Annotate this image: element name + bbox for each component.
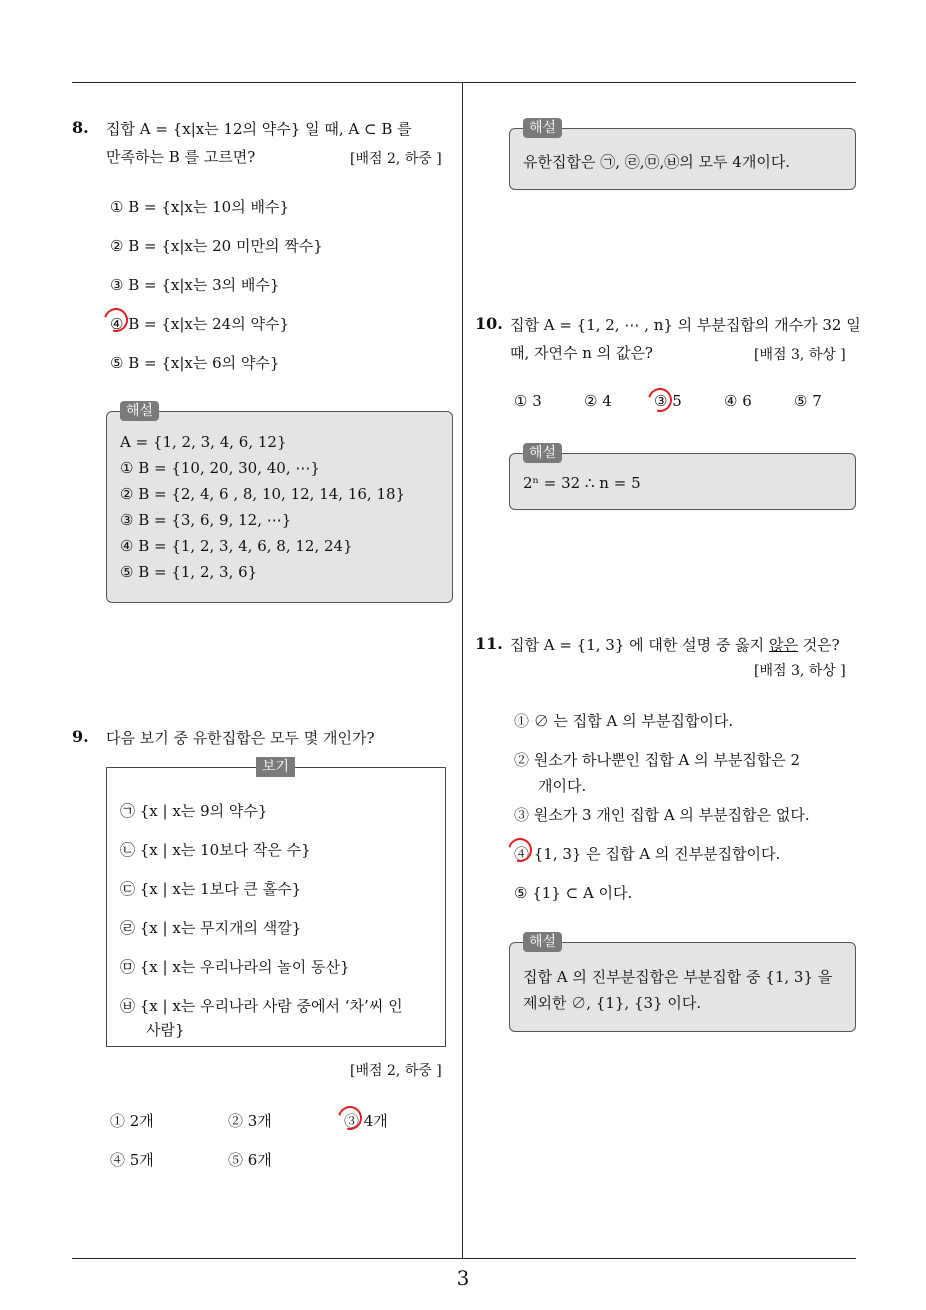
q9-bogi-tag: 보기 — [256, 757, 295, 777]
q10-text-line2: 때, 자연수 n 의 값은? — [510, 344, 653, 362]
q11-text-underlined: 않은 — [768, 636, 798, 654]
q8-text-line2: 만족하는 B 를 고르면? — [106, 148, 256, 166]
q11-option-2-cont: 개이다. — [538, 777, 587, 795]
q11-meta: [배점 3, 하상 ] — [754, 663, 846, 679]
q8-meta: [배점 2, 하중 ] — [350, 151, 442, 167]
q11-option-4[interactable]: ④ {1, 3} 은 집합 A 의 진부분집합이다. — [514, 845, 781, 863]
q10-number: 10. — [475, 314, 503, 333]
q11-solution-tag: 해설 — [523, 932, 562, 952]
q8-option-4[interactable]: ④ B = {x|x는 24의 약수} — [110, 315, 289, 333]
bottom-rule — [72, 1258, 856, 1259]
q9-solution-tag: 해설 — [523, 118, 562, 138]
q8-option-2[interactable]: ② B = {x|x는 20 미만의 짝수} — [110, 237, 323, 255]
q8-solution-line: A = {1, 2, 3, 4, 6, 12} — [120, 433, 287, 451]
q10-solution-text: 2ⁿ = 32 ∴ n = 5 — [523, 474, 641, 492]
q8-option-1[interactable]: ① B = {x|x는 10의 배수} — [110, 198, 289, 216]
column-divider — [462, 83, 463, 1259]
q9-number: 9. — [72, 727, 89, 746]
q8-solution-line: ④ B = {1, 2, 3, 4, 6, 8, 12, 24} — [120, 537, 353, 555]
q11-option-1[interactable]: ① ∅ 는 집합 A 의 부분집합이다. — [514, 712, 734, 730]
q9-bogi-item-cont: 사람} — [146, 1021, 185, 1039]
page-number: 3 — [456, 1266, 470, 1290]
q9-bogi-item: ㉥ {x | x는 우리나라 사람 중에서 ‘차’씨 인 — [120, 997, 403, 1015]
q9-option-5[interactable]: ⑤ 6개 — [228, 1151, 272, 1169]
top-rule — [72, 82, 856, 83]
q8-option-5[interactable]: ⑤ B = {x|x는 6의 약수} — [110, 354, 280, 372]
q11-solution-line: 제외한 ∅, {1}, {3} 이다. — [523, 994, 702, 1012]
q9-meta: [배점 2, 하중 ] — [350, 1063, 442, 1079]
q10-solution-tag: 해설 — [523, 443, 562, 463]
q8-text-line1: 집합 A = {x|x는 12의 약수} 일 때, A ⊂ B 를 — [106, 120, 412, 138]
q8-solution-tag: 해설 — [120, 401, 159, 421]
q11-text-b: 것은? — [797, 636, 840, 654]
q8-number: 8. — [72, 118, 89, 137]
q8-solution-line: ⑤ B = {1, 2, 3, 6} — [120, 563, 258, 581]
q11-solution-box — [509, 942, 856, 1032]
q10-meta: [배점 3, 하상 ] — [754, 347, 846, 363]
q8-solution-line: ② B = {2, 4, 6 , 8, 10, 12, 14, 16, 18} — [120, 485, 406, 503]
q9-option-4[interactable]: ④ 5개 — [110, 1151, 154, 1169]
q9-option-1[interactable]: ① 2개 — [110, 1112, 154, 1130]
q11-solution-line: 집합 A 의 진부분집합은 부분집합 중 {1, 3} 을 — [523, 968, 833, 986]
q10-option-2[interactable]: ② 4 — [584, 392, 612, 410]
q9-option-2[interactable]: ② 3개 — [228, 1112, 272, 1130]
q9-solution-text: 유한집합은 ㉠, ㉣,㉤,㉥의 모두 4개이다. — [523, 153, 791, 171]
q9-text: 다음 보기 중 유한집합은 모두 몇 개인가? — [106, 729, 375, 747]
q10-option-1[interactable]: ① 3 — [514, 392, 542, 410]
q11-number: 11. — [475, 634, 503, 653]
q11-option-2[interactable]: ② 원소가 하나뿐인 집합 A 의 부분집합은 2 — [514, 751, 801, 769]
q10-answer-mark — [644, 384, 677, 417]
q10-text-line1: 집합 A = {1, 2, ⋯ , n} 의 부분집합의 개수가 32 일 — [510, 316, 861, 334]
q9-bogi-item: ㉡ {x | x는 10보다 작은 수} — [120, 841, 311, 859]
q9-bogi-item: ㉤ {x | x는 우리나라의 놀이 동산} — [120, 958, 350, 976]
q11-text — [510, 634, 840, 655]
q11-text-a: 집합 A = {1, 3} 에 대한 설명 중 옳지 — [510, 636, 769, 654]
q11-option-3[interactable]: ③ 원소가 3 개인 집합 A 의 부분집합은 없다. — [514, 806, 810, 824]
q10-option-3[interactable]: ③ 5 — [654, 392, 682, 410]
q9-bogi-item: ㉠ {x | x는 9의 약수} — [120, 802, 268, 820]
q9-bogi-item: ㉣ {x | x는 무지개의 색깔} — [120, 919, 302, 937]
q9-bogi-item: ㉢ {x | x는 1보다 큰 홀수} — [120, 880, 302, 898]
q10-option-4[interactable]: ④ 6 — [724, 392, 752, 410]
q10-option-5[interactable]: ⑤ 7 — [794, 392, 822, 410]
q8-option-3[interactable]: ③ B = {x|x는 3의 배수} — [110, 276, 280, 294]
q8-solution-line: ③ B = {3, 6, 9, 12, ⋯} — [120, 511, 292, 529]
q11-option-5[interactable]: ⑤ {1} ⊂ A 이다. — [514, 884, 633, 902]
q8-solution-line: ① B = {10, 20, 30, 40, ⋯} — [120, 459, 320, 477]
q9-option-3[interactable]: ③ 4개 — [344, 1112, 388, 1130]
